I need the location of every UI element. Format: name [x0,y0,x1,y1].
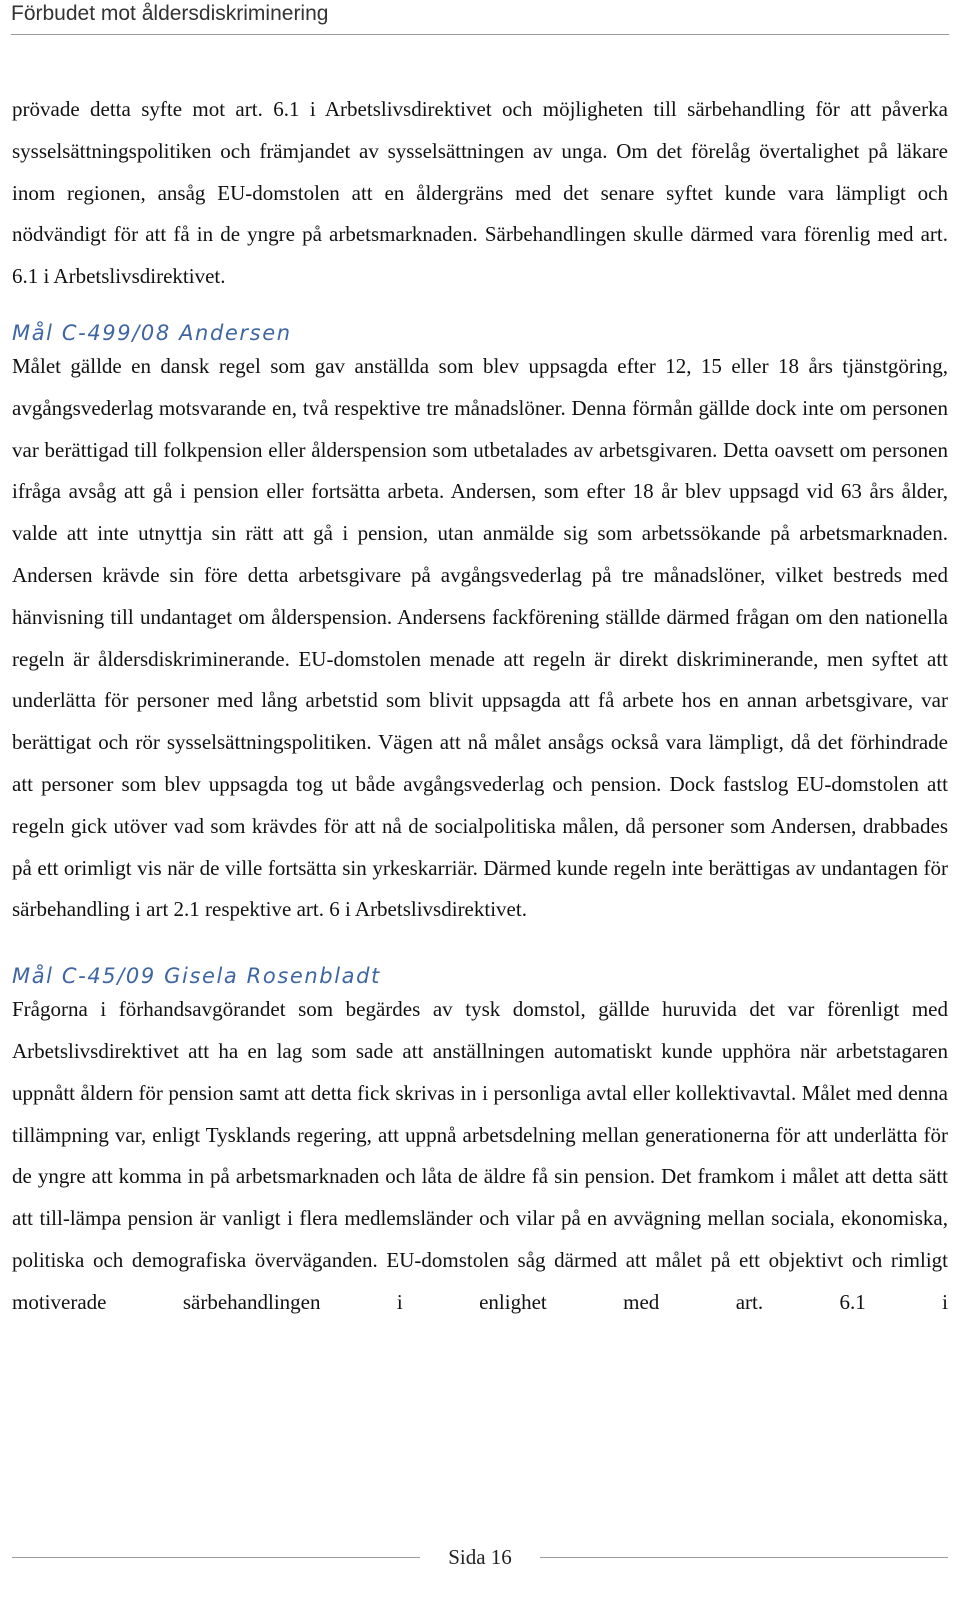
footer-rule-left [12,1557,420,1558]
paragraph-rosenbladt: Frågorna i förhandsavgörandet som begärdes av tysk domstol, gällde huruvida det var förenligt med Arbetslivsdirektivet att ha en lag som sade att anställningen automatiskt kunde upphöra när arbetstagaren uppnått åldern för pension samt att detta fick skrivas in i personliga avtal eller kollektivavtal. Målet med denna tillämpning var, enligt Tysklands regering, att uppnå arbetsdelning mellan generationerna för att underlätta för de yngre att komma in på arbetsmarknaden och låta de äldre få sin pension. Det framkom i målet att detta sätt att till-lämpa pension är vanligt i flera medlemsländer och vilar på en avvägning mellan sociala, ekonomiska, politiska och demografiska överväganden. EU-domstolen såg därmed att målet på ett objektivt och rimligt motiverade särbehandlingen i enlighet med art. 6.1 i [12,997,948,1314]
page-number: Sida 16 [448,1545,512,1569]
page-footer [12,1544,948,1570]
page-body [12,89,948,1324]
case-heading-rosenbladt: Mål C-45/09 Gisela Rosenbladt [12,964,381,989]
paragraph-andersen: Målet gällde en dansk regel som gav anställda som blev uppsagda efter 12, 15 eller 18 års tjänstgöring, avgångsvederlag motsvarande en, två respektive tre månadslöner. Denna förmån gällde dock inte om personen var berättigad till folkpension eller ålderspension som utbetalades av arbetsgivaren. Detta oavsett om personen ifråga avsåg att gå i pension eller fortsätta arbeta. Andersen, som efter 18 år blev uppsagd vid 63 års ålder, valde att inte utnyttja sin rätt att gå i pension, utan anmälde sig som arbetssökande på arbetsmarknaden. Andersen krävde sin före detta arbetsgivare på avgångsvederlag på tre månadslöner, vilket bestreds med hänvisning till undantaget om ålderspension. Andersens fackförening ställde därmed frågan om den nationella regeln är åldersdiskriminerande. EU-domstolen menade att regeln är direkt diskriminerande, men syftet att underlätta för personer med lång arbetstid som blivit uppsagda att få arbete hos en annan arbetsgivare, var berättigat och rör sysselsättningspolitiken. Vägen att nå målet ansågs också vara lämpligt, då det förhindrade att personer som blev uppsagda tog ut både avgångsvederlag och pension. Dock fastslog EU-domstolen att regeln gick utöver vad som krävdes för att nå de socialpolitiska målen, då personer som Andersen, drabbades på ett orimligt vis när de ville fortsätta sin yrkeskarriär. Därmed kunde regeln inte berättigas av undantagen för särbehandling i art 2.1 respektive art. 6 i Arbetslivsdirektivet. [12,353,948,922]
paragraph-intro: prövade detta syfte mot art. 6.1 i Arbetslivsdirektivet och möjligheten till särbehandling för att påverka sysselsättningspolitiken och främjandet av sysselsättningen av unga. Om det förelåg övertalighet på läkare inom regionen, ansåg EU-domstolen att en åldergräns med det senare syftet kunde vara lämpligt och nödvändigt för att få in de yngre på arbetsmarknaden. Särbehandlingen skulle därmed vara förenlig med art. 6.1 i Arbetslivsdirektivet. [12,97,948,289]
running-header [11,0,949,35]
case-heading-andersen: Mål C-499/08 Andersen [12,320,292,345]
document-title: Förbudet mot åldersdiskriminering [11,2,329,25]
footer-rule-right [540,1557,948,1558]
